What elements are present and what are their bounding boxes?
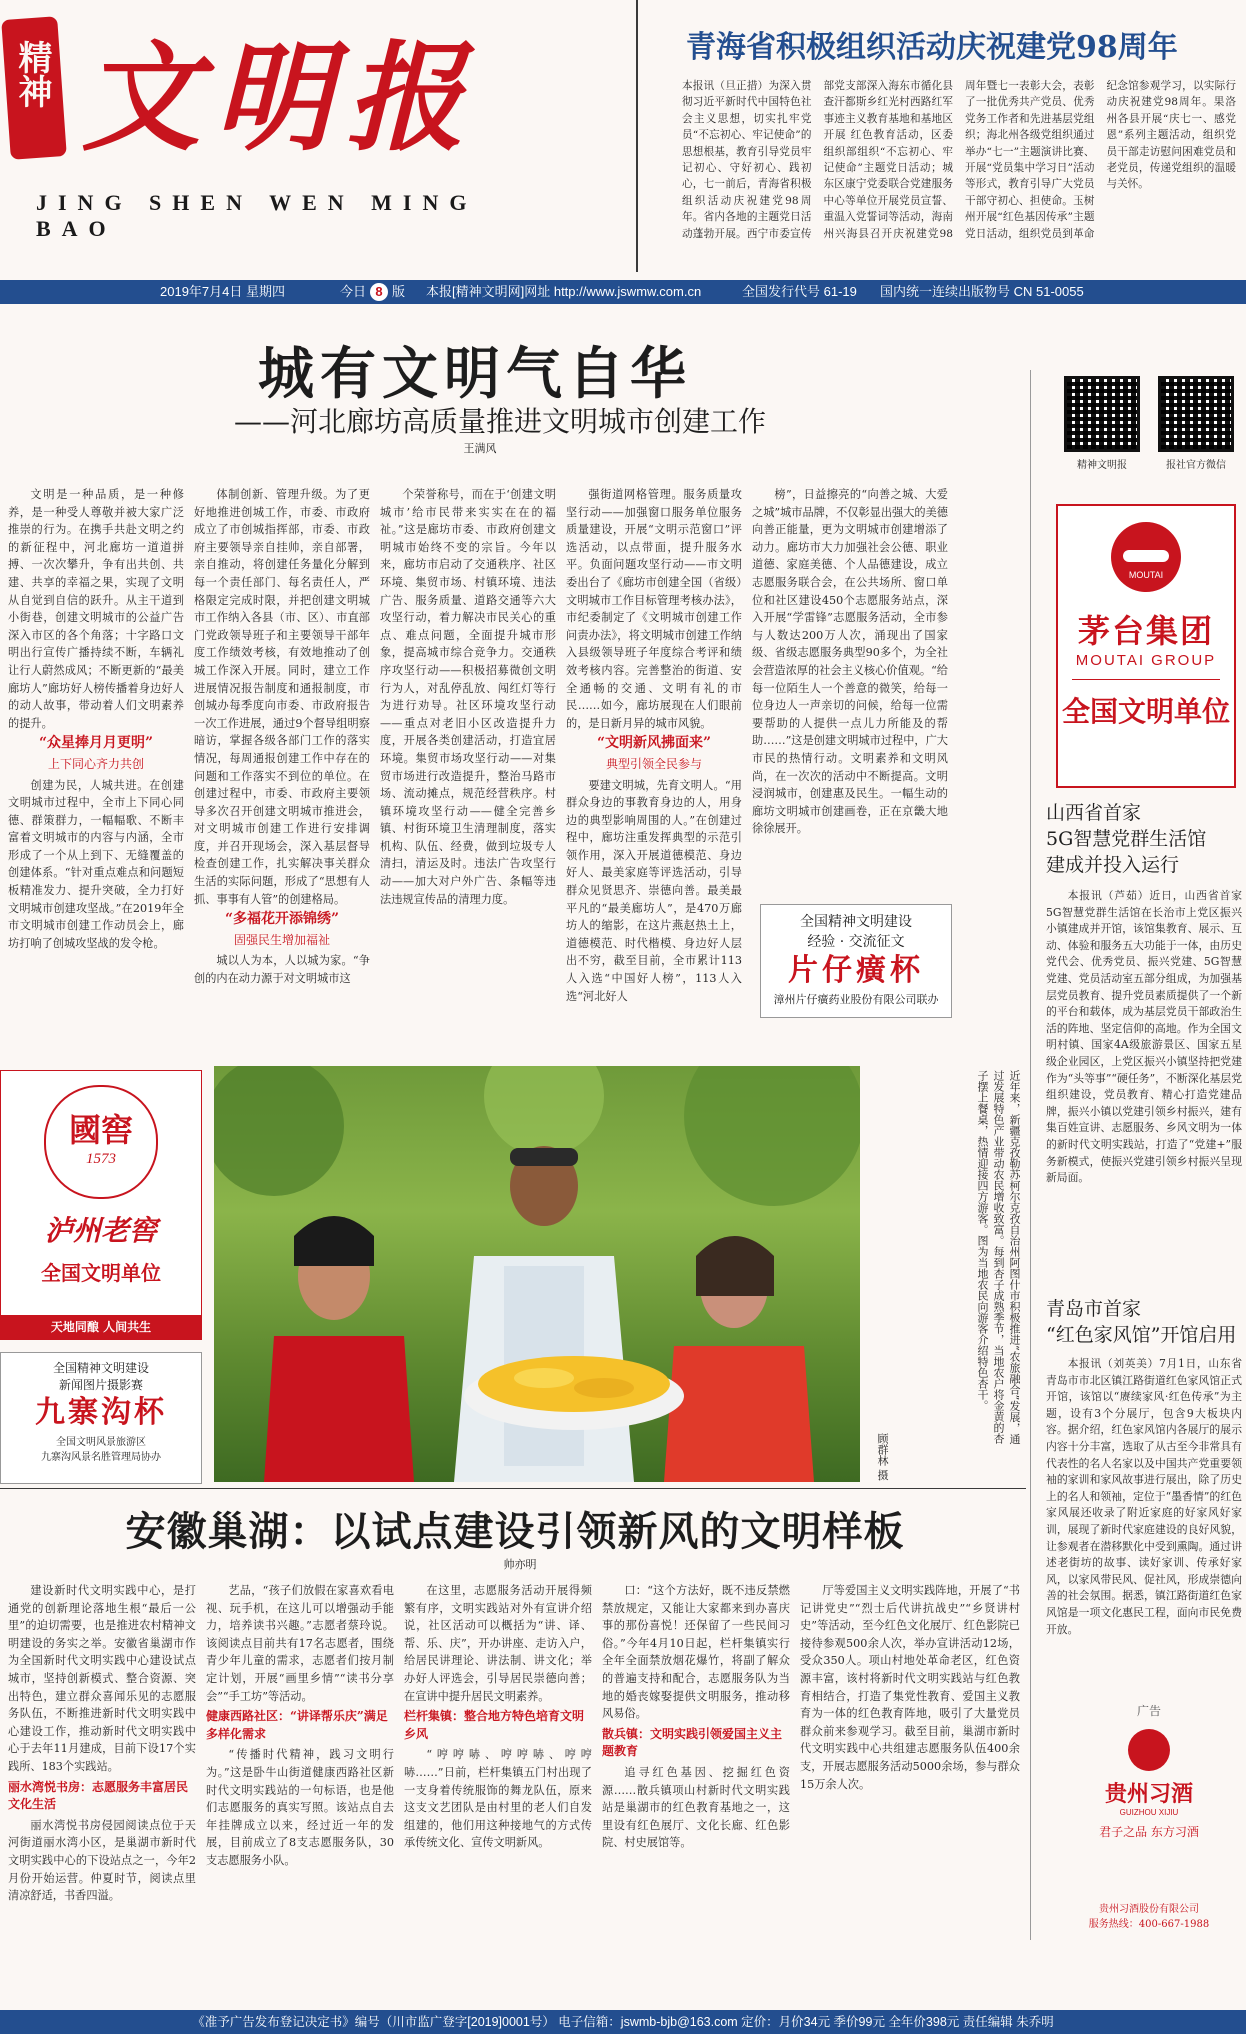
pianzaihuang-ad	[760, 904, 952, 1018]
footer-text: 《准予广告发布登记决定书》编号（川市监广登字[2019]0001号） 电子信箱：jswmb-bjb@163.com 定价：月价34元 季价99元 全年价398元 责任编辑 朱乔明	[192, 2015, 1054, 2029]
lead-col-2b-text: 城以人为本，人以城为家。“争创的内在动力源于对文明城市这	[194, 954, 370, 986]
second-col-2b-text: “传播时代精神，践习文明行为。”这是卧牛山街道健康西路社区新时代文明实践站的一句标语，也是他们志愿服务的真实写照。该站点自去年挂牌成立以来，经过近一年的发展，目前成立了8支志愿服务队，30支志愿服务小队。	[206, 1748, 394, 1867]
qr-label-2: 报社官方微信	[1166, 460, 1226, 471]
photo-man	[454, 1146, 634, 1482]
qingdao-title	[1046, 1296, 1242, 1348]
lead-col-1	[8, 486, 184, 1066]
second-col-3b-text: “哼哼哧、哼哼哧、哼哼哧……”日前，栏杆集镇五门村出现了一支身着传统服饰的舞龙队伍，原来这支文艺团队是由村里的老人们自发组建的，他们用这种接地气的方式传承传统文化、宣传文明新风。	[404, 1748, 592, 1850]
second-sub-2: 健康西路社区：“讲译帮乐庆”满足多样化需求	[206, 1709, 388, 1741]
jiuzhaigou-line-3: 全国文明风景旅游区	[56, 1437, 146, 1448]
shanxi-body-text: 本报讯（芦茹）近日，山西省首家5G智慧党群生活馆在长治市上党区振兴小镇建成并开馆，该馆集教育、展示、互动、体验和服务五大功能于一体，由历史党代会、优秀党员、振兴党建、5G智慧党建、党员活动室五部分组成，为加强基层党员教育、提升党员素质提供了一个新的平台和载体，成为基层党员干部政治生活的阵地、坚定信仰的高地。作为全国文明村镇、国家4A级旅游景区、国家五星级企业园区，上党区振兴小镇坚持把党建作为“头等事”“硬任务”，不断深化基层党组织建设，党员教育、精心打造党建品牌，振兴小镇以党建引领乡村振兴，建有集百姓宣讲、志愿服务、乡风文明为一体的新时代文明实践站，打造了“党建+”服务新模式，使振兴党建引领乡村振兴呈现新局面。	[1046, 889, 1242, 1185]
qr-label-1: 精神文明报	[1077, 460, 1127, 471]
jiuzhaigou-brand: 九寨沟杯	[35, 1395, 167, 1430]
jiuzhaigou-ad	[0, 1352, 202, 1484]
qr-code-1	[1064, 376, 1140, 452]
moutai-slogan: 全国文明单位	[1061, 695, 1230, 728]
guizhou-en: GUIZHOU XIJIU	[1119, 1808, 1179, 1817]
top-news-body: 本报讯（旦正措）为深入贯彻习近平新时代中国特色社会主义思想，切实扎牢党员“不忘初心、牢记使命”的思想根基，教育引导党员牢记初心、守好初心、践初心，七一前后，青海省积极组织活动庆祝建党98周年。省内各地的主题党日活动蓬勃开展。西宁市委宣传部党支部深入海东市循化县查汗都斯乡红光村西路红军事迹主义教育基地和基地区开展 红色教育活动，区委组织部组织“不忘初心、牢记使命”主题党日活动；城东区康宁党委联合党建服务中心等单位开展党员宣誓、重温入党誓词等活动，海南州兴海县召开庆祝建党98周年暨七一表彰大会，表彰了一批优秀共产党员、优秀党务工作者和先进基层党组织；海北州各级党组织通过举办“七一”主题演讲比赛、开展“党员集中学习日”活动等形式，教育引导广大党员干部守初心、担使命。玉树州开展“红色基因传承”主题党日活动，组织党员到革命纪念馆参观学习，以实际行动庆祝建党98周年。果洛州各县开展“庆七一、感党恩”系列主题活动，组织党员干部走访慰问困难党员和老党员，传递党组织的温暖与关怀。	[682, 80, 1236, 240]
lead-title: 城有文明气自华	[258, 342, 692, 407]
second-col-4-text: 口：“这个方法好，既不违反禁燃禁放规定，又能让大家都来到办喜庆事的那份喜悦！还保留了一些民间习俗。”今年4月10日起，栏杆集镇实行全年全面禁放烟花爆竹，将副了解众的普遍支持和配合，志愿服务队为当地的婚丧嫁娶提供文明服务，推动移风易俗。	[602, 1584, 790, 1721]
pianzaihuang-line-2: 经验 · 交流征文	[807, 934, 905, 950]
moutai-logo-text: MOUTAI	[1128, 570, 1164, 580]
photo-caption-text: 近年来，新疆克孜勒苏柯尔克孜自治州阿图什市积极推进“农旅融合”发展，通过发展特色产业带动农民增收致富。每到杏子成熟季节，当地农户将金黄的杏子摆上餐桌，热情迎接四方游客。图为当地农民向游客介绍特色杏干。	[976, 1070, 1021, 1445]
second-col-1	[8, 1582, 196, 1948]
photo-woman-right	[664, 1236, 814, 1482]
qingdao-body-text: 本报讯（刘英美）7月1日，山东省青岛市市北区镇江路街道红色家风馆正式开馆，该馆以“赓续家风·红色传承”为主题，设有3个分展厅，包含9大板块内容。据介绍，红色家风馆内各展厅的展示内容十分丰富，选取了从古至今非常具有代表性的名人名家以及中国共产党重要领袖的家训和家风故事进行展出，除了历史上的名人和领袖，定位于“墨香情”的红色家风展还收录了附近家庭的好家风好家训，展现了新时代家庭建设的良好风貌，让参观者在潜移默化中受到熏陶。通过讲述老街坊的故事、读好家训、传承好家风，以家风带民风、促社风，形成崇德向善的社会氛围。据悉，镇江路街道红色家风馆是一项文化惠民工程，面向市民免费开放。	[1046, 1357, 1242, 1636]
issue-date: 2019年7月4日 星期四	[160, 284, 285, 299]
pianzaihuang-brand: 片仔癀杯	[788, 953, 924, 988]
second-sub-1: 丽水湾悦书房：志愿服务丰富居民文化生活	[8, 1779, 189, 1812]
moutai-name: 茅台集团	[1077, 612, 1214, 650]
lead-col-1-text: 文明是一种品质，是一种修养，是一种受人尊敬并被大家广泛推崇的行为。在携手共赴文明之约的新征程中，河北廊坊一道道拼搏、一次次攀升，争有出共创、共建、共享的幸福之果，实现了文明从自觉到自信的跃升。从主干道到小街巷，创建文明城市的公益广告深入市区的各个角落；十字路口文明出行宣传广播持续不断，车辆礼让行人蔚然成风；不断更新的“最美廊坊人”廊坊好人榜传播着身边好人的动人故事，带动着人们文明素养的提升。	[8, 488, 184, 730]
lead-col-3-text: 个荣誉称号，而在于‘创建文明城市’给市民带来实实在在的福祉。”这是廊坊市委、市政府创建文明城市始终不变的宗旨。今年以来，廊坊市启动了交通秩序、社区环境、集贸市场、村镇环境、违法广告、服务质量、道路交通等六大攻坚行动，着力解决市民关心的重点、难点问题，全面提升城市形象，提高城市综合竞争力。交通秩序攻坚行动——积极招募微创文明行为人，对乱停乱放、闯红灯等行为进行劝导。社区环境攻坚行动——重点对老旧小区改造提升力度，开展各类创建活动，打造宜居环境。集贸市场攻坚行动——对集贸市场进行改造提升，整治马路市场、流动摊点，规范经营秩序。村镇环境攻坚行动——健全完善乡镇、村街环境卫生清理制度，落实机构、队伍、经费，做到垃圾专人清扫，清运及时。违法广告攻坚行动——加大对户外广告、条幅等违法违规宣传品的清理力度。	[380, 488, 556, 906]
top-news	[636, 0, 1246, 272]
website-line: 本报[精神文明网]网址 http://www.jswmw.com.cn	[426, 284, 702, 299]
moutai-logo-icon	[1123, 550, 1169, 562]
lead-col-4b-text: 要建文明城，先育文明人。“用群众身边的事教育身边的人，用身边的典型影响周围的人。”在创建过程中，廊坊注重发挥典型的示范引领作用，深入开展道德模范、身边好人、最美家庭等评选活动，引导群众见贤思齐、崇德向善。最美最平凡的“最美廊坊人”，是470万廊坊人的缩影，在这片燕赵热土上，道德模范、时代楷模、身边好人层出不穷，截至目前，全市累计113人入选“中国好人榜”，113人入选“河北好人	[566, 778, 742, 1003]
jiuzhaigou-line-4: 九寨沟风景名胜管理局协办	[41, 1452, 161, 1463]
pianzaihuang-company: 漳州片仔癀药业股份有限公司联办	[773, 993, 939, 1006]
lead-col-5	[752, 486, 948, 896]
guizhou-ad-label: 广告	[1136, 1704, 1161, 1718]
lead-col-2	[194, 486, 370, 1066]
shanxi-body	[1046, 888, 1242, 1298]
second-col-3-text: 在这里，志愿服务活动开展得频繁有序，文明实践站对外有宣讲介绍说，社区活动可以概括为“讲、译、帮、乐、庆”，开办讲座、走访入户，给居民讲理论、讲法制、讲文化；举办好人评选会，引导居民崇德向善；在宣讲中提升居民文明素养。	[404, 1584, 592, 1703]
shanxi-title	[1046, 800, 1242, 878]
today-label: 今日	[340, 284, 367, 299]
shanxi-title-1: 山西省首家	[1046, 802, 1142, 824]
page-unit: 版	[392, 284, 406, 299]
second-col-4	[602, 1582, 790, 1948]
lead-col-2-text: 体制创新、管理升级。为了更好地推进创城工作，市委、市政府成立了市创城指挥部，市委、市政府主要领导亲自挂帅，亲自部署，亲自推动，将创建任务量化分解到每一个责任部门、每名责任人，严格限定完成时限，并把创建文明城市工作纳入各县（市、区）、市直部门党政领导班子和主要领导干部年度工作绩效考核，有效地推动了创城工作深入开展。同时，建立工作进展情况报告制度和通报制度，市创城办每季度向市委、市政府报告一次工作进展，通过9个督导组明察暗访，掌握各级各部门工作的落实情况，每周通报创建工作中存在的问题和工作落实不到位的单位。在创建过程中，市委、市政府主要领导多次召开创建文明城市推进会，对文明城市创建工作进行安排调度，并召开现场会，深入基层督导检查创建工作，扎实解决事关群众生活的实际问题，形成了“思想有人抓、事事有人管”的创建格局。	[194, 488, 370, 906]
second-col-4b-text: 追寻红色基因、挖掘红色资源……散兵镇项山村新时代文明实践站是巢湖市的红色教育基地之一，这里设有红色展厅、文化长廊、红色影院、村史展馆等。	[602, 1765, 790, 1850]
second-col-3	[404, 1582, 592, 1948]
footer-bar	[0, 2010, 1246, 2034]
second-col-1-text: 建设新时代文明实践中心，是打通党的创新理论落地生根“最后一公里”的迫切需要，也是推进农村精神文明建设的务实之举。安徽省巢湖市作为全国新时代文明实践中心建设试点城市，坚持创新模式、整合资源、突出特色，建立群众喜闻乐见的志愿服务队伍，不断推进新时代文明实践中心建设工作，推动新时代文明实践中心于去年11月建成，目前下设17个实践所、183个实践站。	[8, 1584, 196, 1773]
qingdao-title-2: “红色家风馆”开馆启用	[1046, 1324, 1237, 1346]
cn-number: 国内统一连续出版物号 CN 51-0055	[880, 284, 1084, 299]
feature-photo-scene	[214, 1066, 860, 1482]
lead-sub2-b: 固强民生增加福祉	[233, 932, 330, 947]
pianzaihuang-line-1: 全国精神文明建设	[800, 914, 912, 930]
lead-sub2-a: “多福花开添锦绣”	[224, 911, 340, 928]
lead-col-4	[566, 486, 742, 1066]
lead-sub3-b: 典型引领全民参与	[605, 756, 702, 771]
second-col-1b-text: 丽水湾悦书房侵园阅读点位于天河街道丽水湾小区，是巢湖市新时代文明实践中心的下设站点之一，今年2月份开始运营。仲夏时节，阅读点里清凉舒适，书香四溢。	[8, 1818, 196, 1903]
moutai-divider	[1072, 679, 1220, 680]
lead-sub1-a: “众星捧月月更明”	[38, 735, 154, 752]
second-col-2	[206, 1582, 394, 1948]
photo-credit: 顾群林 摄	[876, 1432, 889, 1480]
shanxi-title-2: 5G智慧党群生活馆	[1046, 828, 1207, 850]
lead-col-3	[380, 486, 556, 1066]
second-col-5	[800, 1582, 1020, 1948]
jiuzhaigou-line-1: 全国精神文明建设	[52, 1361, 149, 1375]
shanxi-title-3: 建成并投入运行	[1046, 854, 1180, 876]
masthead	[0, 0, 480, 240]
right-column-divider	[1030, 370, 1031, 1940]
lead-sub3-a: “文明新风拂面来”	[596, 735, 712, 752]
guizhou-tel: 服务热线：400-667-1988	[1088, 1919, 1210, 1930]
page-count-badge: 8	[370, 283, 388, 301]
qingdao-body	[1046, 1356, 1242, 1690]
guojiao-brand: 國窖	[68, 1111, 133, 1149]
moutai-en: MOUTAI GROUP	[1075, 652, 1217, 669]
feature-photo	[214, 1066, 860, 1482]
guizhou-logo-icon	[1128, 1729, 1170, 1771]
lead-col-4-text: 强街道网格管理。服务质量攻坚行动——加强窗口服务单位服务质量建设，开展“文明示范窗口”评选活动，以点带面，提升服务水平。负面问题攻坚行动——市文明委出台了《廊坊市创建全国（省级）文明城市工作目标管理考核办法》，市纪委制定了《文明城市创建工作问责办法》，将文明城市创建工作纳入县级领导班子年度综合考评和绩效考核内容。完善整治的街道、安全通畅的交通、文明有礼的市民……如今，廊坊展现在人们眼前的，是日新月异的城市风貌。	[566, 488, 742, 730]
lead-col-1b-text: 创建为民，人城共进。在创建文明城市过程中，全市上下同心同德、群策群力，一幅幅歌、不断丰富着文明城市的内容与内涵，全市形成了一个从上到下、无缝覆盖的创建体系。“针对重点难点和问题短板精准发力、提升突破，全力打好文明城市创建攻坚战。”在2019年全市文明城市创建工作动员会上，廊坊打响了创城攻坚战的发令枪。	[8, 778, 184, 950]
second-col-2-text: 艺品，“孩子们放假在家喜欢看电视、玩手机，在这儿可以增强动手能力，培养读书兴趣。”志愿者蔡玲说。该阅读点目前共有17名志愿者，围绕青少年儿童的需求，志愿者们按月制定计划，开展“画里乡情”“读书分享会”“手工坊”等活动。	[206, 1584, 394, 1703]
guizhou-brand: 贵州习酒	[1104, 1781, 1193, 1807]
qr-code-2	[1158, 376, 1234, 452]
guojiao-name: 泸州老窖	[44, 1214, 157, 1247]
lead-sub1-b: 上下同心齐力共创	[47, 756, 144, 771]
second-title: 安徽巢湖：以试点建设引领新风的文明样板	[125, 1509, 905, 1555]
lead-subtitle: ——河北廊坊高质量推进文明城市创建工作	[233, 405, 766, 438]
photo-caption	[868, 1070, 1022, 1480]
second-author: 帅亦明	[503, 1558, 537, 1571]
jiuzhaigou-line-2: 新闻图片摄影赛	[58, 1378, 143, 1392]
moutai-ad	[1056, 504, 1236, 788]
guojiao-year: 1573	[86, 1151, 116, 1167]
guizhou-ad	[1056, 1702, 1242, 1936]
photo-woman-left	[264, 1216, 414, 1482]
second-sub-3: 栏杆集镇：整合地方特色培育文明乡风	[404, 1709, 585, 1741]
lead-author: 王满风	[463, 442, 497, 455]
masthead-pinyin: JING SHEN WEN MING BAO	[36, 190, 478, 241]
second-article-rule	[0, 1488, 1026, 1489]
top-news-title: 青海省积极组织活动庆祝建党98周年	[686, 30, 1178, 65]
qingdao-title-1: 青岛市首家	[1046, 1298, 1142, 1320]
second-col-5-text: 厅等爱国主义文明实践阵地，开展了“书记讲党史”“烈士后代讲抗战史”“乡贤讲村史”等活动，至今红色文化展厅、红色影院已接待参观500余人次，举办宣讲活动12场，受众350人。项山村地处革命老区，红色资源丰富，该村将新时代文明实践站与红色教育相结合，打造了集党性教育、爱国主义教育为一体的红色教育阵地，吸引了大量党员群众前来参观学习。截至目前，巢湖市新时代文明实践中心共组建志愿服务队伍400余支，开展志愿服务活动5000余场，参与群众15万余人次。	[800, 1584, 1020, 1791]
issue-code: 全国发行代号 61-19	[742, 284, 857, 299]
guojiao-motto: 天地同酿 人间共生	[1, 1315, 201, 1339]
guojiao-logo	[44, 1085, 158, 1199]
second-sub-4: 散兵镇：文明实践引领爱国主义主题教育	[602, 1726, 783, 1759]
lead-col-5-text: 榜”，日益擦亮的“向善之城、大爱之城”城市品牌，不仅彰显出强大的美德向善正能量，更为文明城市创建增添了动力。廊坊市大力加强社会公德、职业道德、家庭美德、个人品德建设，成立志愿服务联合会，在公共场所、窗口单位和社区建设450个志愿服务站点，深入开展“学雷锋”志愿服务活动，全市参与人数达200万人次，涌现出了国家级、省级志愿服务典型90多个，为全社会营造浓厚的社会主义核心价值观。“给每一位陌生人一个善意的微笑，给每一位身边人一声亲切的问候，给每一位需要帮助的人提供一点儿力所能及的帮助……”这是创建文明城市过程中，广大市民的热情行动。文明素养和文明风尚，在一次次的活动中不断提高。文明浸润城市，创建惠及民生。一幅生动的廊坊文明城市创建画卷，正在京畿大地徐徐展开。	[752, 488, 948, 836]
moutai-logo	[1111, 522, 1181, 592]
dateline-bar	[0, 280, 1246, 304]
guizhou-company: 贵州习酒股份有限公司	[1099, 1904, 1199, 1915]
masthead-title: 文明报	[82, 28, 479, 167]
guojiao-ad	[0, 1070, 202, 1340]
guizhou-slogan: 君子之品 东方习酒	[1099, 1825, 1199, 1839]
guojiao-slogan: 全国文明单位	[41, 1261, 161, 1285]
masthead-small-title: 精神	[12, 40, 52, 108]
